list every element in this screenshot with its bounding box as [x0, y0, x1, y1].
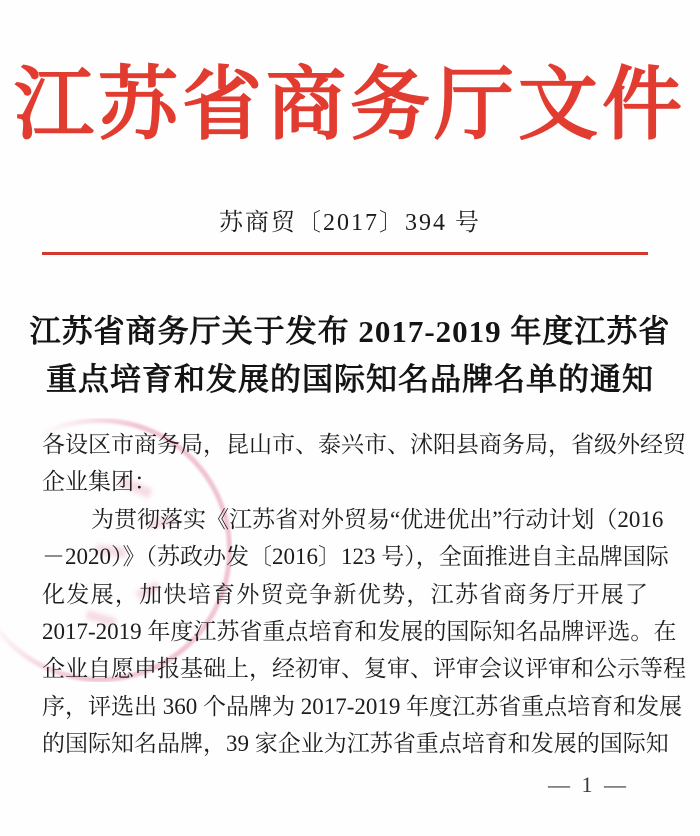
red-divider-rule — [42, 252, 648, 255]
body-line: 序，评选出 360 个品牌为 2017-2019 年度江苏省重点培育和发展 — [42, 693, 683, 719]
document-reference-number: 苏商贸〔2017〕394 号 — [219, 210, 481, 236]
letterhead-title: 江苏省商务厅文件 — [14, 62, 686, 150]
body-line: 2017-2019 年度江苏省重点培育和发展的国际知名品牌评选。在 — [42, 619, 677, 645]
page-number: — 1 — — [548, 772, 629, 797]
body-line: －2020）》（苏政办发〔2016〕123 号），全面推进自主品牌国际 — [42, 544, 669, 570]
body-line: 化发展，加快培育外贸竞争新优势，江苏省商务厅开展了 — [42, 581, 648, 607]
notice-title-line1: 江苏省商务厅关于发布 2017-2019 年度江苏省 — [29, 314, 671, 349]
notice-body — [42, 426, 686, 763]
body-line: 企业集团： — [42, 469, 157, 495]
body-line: 为贯彻落实《江苏省对外贸易“优进优出”行动计划（2016 — [91, 506, 664, 532]
body-line: 的国际知名品牌，39 家企业为江苏省重点培育和发展的国际知 — [42, 731, 669, 757]
notice-title-line2: 重点培育和发展的国际知名品牌名单的通知 — [46, 362, 654, 397]
body-line: 企业自愿申报基础上，经初审、复审、评审会议评审和公示等程 — [42, 656, 686, 682]
notice-title — [20, 308, 680, 404]
body-line: 各设区市商务局，昆山市、泰兴市、沭阳县商务局，省级外经贸 — [42, 432, 686, 457]
